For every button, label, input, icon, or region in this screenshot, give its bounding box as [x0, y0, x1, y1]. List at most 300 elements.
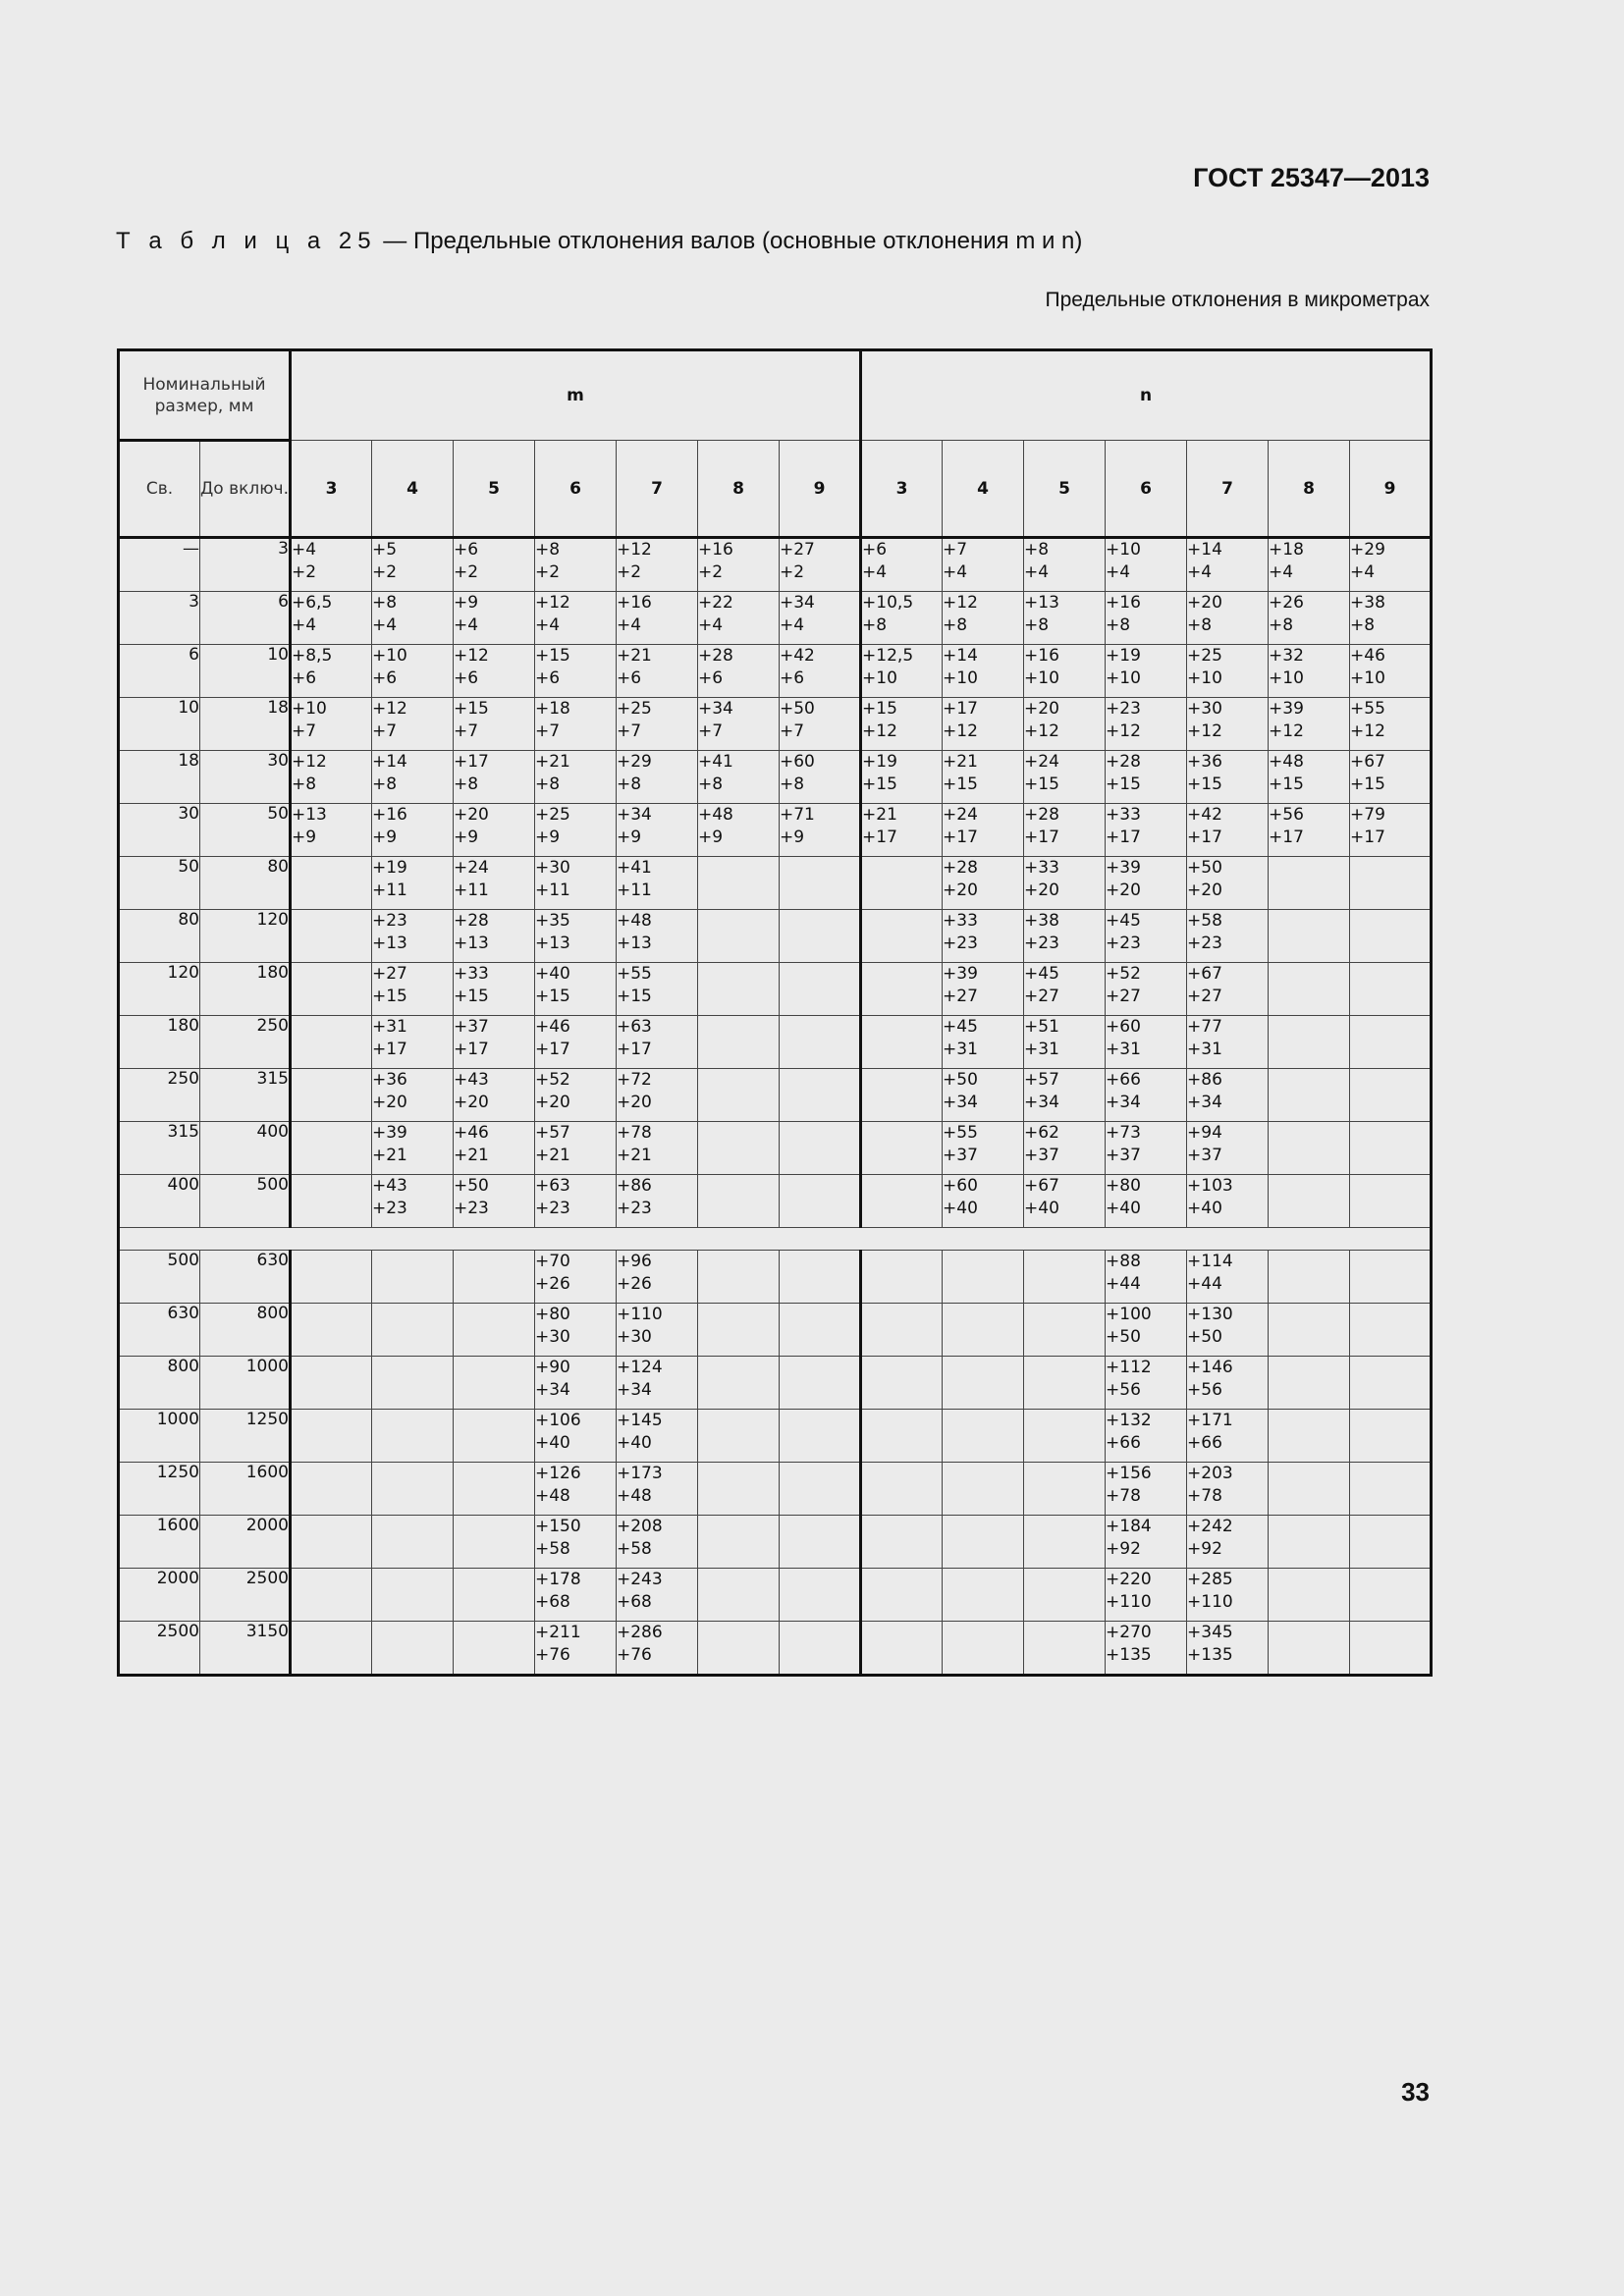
deviation-cell-n [1187, 1016, 1269, 1069]
upper-deviation: +112 [1106, 1358, 1152, 1377]
upper-deviation: +21 [943, 752, 978, 772]
deviation-cell-n [1350, 1069, 1432, 1122]
deviation-cell-n [1350, 1016, 1432, 1069]
deviation-cell-n [1269, 1463, 1350, 1516]
deviation-cell-m [372, 1175, 454, 1228]
deviation-cell-n [1106, 1304, 1187, 1357]
upper-deviation: +243 [617, 1570, 663, 1589]
deviation-cell-n [943, 645, 1024, 698]
lower-deviation: +30 [617, 1327, 652, 1347]
upper-deviation: +24 [1024, 752, 1059, 772]
deviation-cell-n [1187, 804, 1269, 857]
lower-deviation: +4 [698, 615, 724, 635]
upper-deviation: +36 [372, 1070, 407, 1090]
upper-deviation: +5 [372, 540, 398, 560]
lower-deviation: +20 [1106, 881, 1141, 900]
lower-deviation: +34 [617, 1380, 652, 1400]
deviation-cell-m [454, 698, 535, 751]
upper-deviation: +62 [1024, 1123, 1059, 1143]
deviation-cell-n [1024, 1622, 1106, 1676]
units-note: Предельные отклонения в микрометрах [1045, 289, 1430, 311]
upper-deviation: +12 [292, 752, 327, 772]
lower-deviation: +4 [862, 562, 888, 582]
upper-deviation: +270 [1106, 1623, 1152, 1642]
deviation-cell-n [861, 1357, 943, 1410]
deviation-cell-m [291, 1175, 372, 1228]
upper-deviation: +88 [1106, 1252, 1141, 1271]
upper-deviation: +90 [535, 1358, 570, 1377]
upper-deviation: +14 [1187, 540, 1222, 560]
table-row [119, 538, 1432, 592]
deviation-cell-n [1024, 538, 1106, 592]
deviation-cell-m [454, 751, 535, 804]
upper-deviation: +33 [1024, 858, 1059, 878]
upper-deviation: +33 [454, 964, 489, 984]
size-from: 120 [119, 963, 200, 1016]
deviation-cell-n [1106, 538, 1187, 592]
deviation-cell-n [861, 1410, 943, 1463]
from-header: Св. [119, 441, 200, 538]
lower-deviation: +8 [1106, 615, 1131, 635]
deviation-cell-m [291, 751, 372, 804]
deviation-cell-m [372, 1410, 454, 1463]
lower-deviation: +66 [1187, 1433, 1222, 1453]
upper-deviation: +178 [535, 1570, 581, 1589]
upper-deviation: +20 [1024, 699, 1059, 719]
lower-deviation: +68 [617, 1592, 652, 1612]
upper-deviation: +15 [454, 699, 489, 719]
deviation-cell-n [943, 857, 1024, 910]
deviation-cell-m [698, 1516, 780, 1569]
deviation-cell-n [1269, 592, 1350, 645]
lower-deviation: +2 [454, 562, 479, 582]
lower-deviation: +17 [1269, 828, 1304, 847]
deviation-cell-n [1106, 1069, 1187, 1122]
upper-deviation: +51 [1024, 1017, 1059, 1037]
upper-deviation: +28 [1024, 805, 1059, 825]
lower-deviation: +2 [780, 562, 805, 582]
upper-deviation: +37 [454, 1017, 489, 1037]
lower-deviation: +23 [535, 1199, 570, 1218]
lower-deviation: +15 [862, 774, 897, 794]
upper-deviation: +242 [1187, 1517, 1233, 1536]
deviation-cell-m [698, 857, 780, 910]
lower-deviation: +15 [454, 987, 489, 1006]
deviation-table [117, 348, 1433, 1677]
lower-deviation: +27 [1106, 987, 1141, 1006]
upper-deviation: +17 [943, 699, 978, 719]
upper-deviation: +103 [1187, 1176, 1233, 1196]
deviation-cell-m [291, 592, 372, 645]
lower-deviation: +20 [535, 1093, 570, 1112]
deviation-cell-n [861, 963, 943, 1016]
to-header: До включ. [200, 441, 291, 538]
lower-deviation: +40 [1024, 1199, 1059, 1218]
upper-deviation: +34 [698, 699, 733, 719]
deviation-cell-n [1187, 1122, 1269, 1175]
upper-deviation: +94 [1187, 1123, 1222, 1143]
upper-deviation: +21 [862, 805, 897, 825]
lower-deviation: +40 [1106, 1199, 1141, 1218]
upper-deviation: +25 [535, 805, 570, 825]
deviation-cell-n [1187, 751, 1269, 804]
deviation-cell-m [617, 1069, 698, 1122]
deviation-cell-n [1024, 698, 1106, 751]
lower-deviation: +20 [617, 1093, 652, 1112]
size-from: 10 [119, 698, 200, 751]
lower-deviation: +17 [1187, 828, 1222, 847]
upper-deviation: +63 [535, 1176, 570, 1196]
lower-deviation: +40 [1187, 1199, 1222, 1218]
deviation-cell-n [1350, 1410, 1432, 1463]
grade-n-6: 6 [1106, 441, 1187, 538]
deviation-cell-n [861, 698, 943, 751]
table-label: Т а б л и ц а 25 [116, 228, 377, 254]
lower-deviation: +78 [1106, 1486, 1141, 1506]
lower-deviation: +56 [1187, 1380, 1222, 1400]
lower-deviation: +7 [292, 721, 317, 741]
upper-deviation: +12 [454, 646, 489, 666]
upper-deviation: +24 [454, 858, 489, 878]
upper-deviation: +12 [943, 593, 978, 613]
upper-deviation: +16 [372, 805, 407, 825]
deviation-cell-m [291, 1357, 372, 1410]
deviation-cell-n [1350, 1357, 1432, 1410]
lower-deviation: +11 [454, 881, 489, 900]
deviation-cell-n [943, 592, 1024, 645]
table-caption [116, 228, 1082, 255]
deviation-cell-n [1106, 963, 1187, 1016]
deviation-cell-n [1106, 1463, 1187, 1516]
deviation-cell-n [1269, 1122, 1350, 1175]
deviation-cell-n [861, 751, 943, 804]
lower-deviation: +30 [535, 1327, 570, 1347]
deviation-cell-n [861, 857, 943, 910]
upper-deviation: +57 [535, 1123, 570, 1143]
deviation-cell-m [535, 1175, 617, 1228]
deviation-cell-n [1269, 1622, 1350, 1676]
upper-deviation: +86 [1187, 1070, 1222, 1090]
upper-deviation: +50 [943, 1070, 978, 1090]
lower-deviation: +12 [943, 721, 978, 741]
deviation-cell-m [535, 1251, 617, 1304]
deviation-cell-m [535, 1069, 617, 1122]
deviation-cell-n [943, 751, 1024, 804]
lower-deviation: +17 [617, 1040, 652, 1059]
lower-deviation: +23 [372, 1199, 407, 1218]
upper-deviation: +46 [454, 1123, 489, 1143]
deviation-cell-m [454, 1251, 535, 1304]
deviation-cell-m [291, 1122, 372, 1175]
lower-deviation: +6 [617, 668, 642, 688]
deviation-cell-m [617, 1251, 698, 1304]
size-from: 630 [119, 1304, 200, 1357]
lower-deviation: +4 [943, 562, 968, 582]
upper-deviation: +19 [1106, 646, 1141, 666]
deviation-cell-m [780, 1251, 861, 1304]
size-from: 3 [119, 592, 200, 645]
lower-deviation: +110 [1187, 1592, 1233, 1612]
upper-deviation: +14 [943, 646, 978, 666]
deviation-cell-m [617, 1463, 698, 1516]
upper-deviation: +10 [292, 699, 327, 719]
deviation-cell-m [535, 1357, 617, 1410]
upper-deviation: +66 [1106, 1070, 1141, 1090]
deviation-cell-m [698, 1622, 780, 1676]
upper-deviation: +52 [535, 1070, 570, 1090]
deviation-cell-m [372, 1069, 454, 1122]
deviation-cell-n [1269, 698, 1350, 751]
deviation-cell-m [454, 538, 535, 592]
deviation-cell-n [943, 1016, 1024, 1069]
upper-deviation: +8 [535, 540, 561, 560]
upper-deviation: +126 [535, 1464, 581, 1483]
table-row [119, 1122, 1432, 1175]
deviation-cell-m [372, 1622, 454, 1676]
lower-deviation: +13 [372, 934, 407, 953]
deviation-cell-m [617, 1410, 698, 1463]
deviation-cell-n [1269, 645, 1350, 698]
lower-deviation: +4 [454, 615, 479, 635]
upper-deviation: +10 [372, 646, 407, 666]
upper-deviation: +7 [943, 540, 968, 560]
size-to: 1600 [200, 1463, 291, 1516]
lower-deviation: +17 [454, 1040, 489, 1059]
size-from: 400 [119, 1175, 200, 1228]
deviation-cell-m [617, 1516, 698, 1569]
upper-deviation: +46 [1350, 646, 1385, 666]
size-to: 2000 [200, 1516, 291, 1569]
deviation-cell-n [1024, 1410, 1106, 1463]
deviation-cell-m [291, 963, 372, 1016]
lower-deviation: +31 [1187, 1040, 1222, 1059]
lower-deviation: +9 [698, 828, 724, 847]
lower-deviation: +20 [372, 1093, 407, 1112]
table-row [119, 1516, 1432, 1569]
deviation-cell-m [454, 1069, 535, 1122]
lower-deviation: +7 [617, 721, 642, 741]
upper-deviation: +19 [372, 858, 407, 878]
page-number: 33 [1401, 2077, 1430, 2107]
upper-deviation: +22 [698, 593, 733, 613]
deviation-cell-m [617, 804, 698, 857]
upper-deviation: +12,5 [862, 646, 914, 666]
deviation-cell-n [1024, 1357, 1106, 1410]
deviation-cell-m [698, 1569, 780, 1622]
size-to: 315 [200, 1069, 291, 1122]
deviation-cell-n [861, 1304, 943, 1357]
deviation-cell-m [698, 751, 780, 804]
upper-deviation: +220 [1106, 1570, 1152, 1589]
lower-deviation: +34 [943, 1093, 978, 1112]
table-row [119, 1410, 1432, 1463]
deviation-cell-m [535, 538, 617, 592]
upper-deviation: +156 [1106, 1464, 1152, 1483]
deviation-cell-n [1269, 963, 1350, 1016]
lower-deviation: +40 [535, 1433, 570, 1453]
table-row [119, 1016, 1432, 1069]
size-to: 500 [200, 1175, 291, 1228]
deviation-cell-n [861, 1463, 943, 1516]
upper-deviation: +23 [1106, 699, 1141, 719]
lower-deviation: +20 [454, 1093, 489, 1112]
lower-deviation: +8 [1187, 615, 1213, 635]
deviation-cell-n [1106, 698, 1187, 751]
deviation-cell-n [1106, 910, 1187, 963]
upper-deviation: +60 [943, 1176, 978, 1196]
deviation-cell-n [1350, 910, 1432, 963]
deviation-cell-m [617, 592, 698, 645]
lower-deviation: +4 [1187, 562, 1213, 582]
deviation-cell-m [291, 1569, 372, 1622]
size-from: 315 [119, 1122, 200, 1175]
deviation-cell-n [1350, 1516, 1432, 1569]
deviation-cell-n [1350, 698, 1432, 751]
deviation-cell-m [535, 1304, 617, 1357]
deviation-cell-m [454, 857, 535, 910]
deviation-cell-n [943, 910, 1024, 963]
deviation-cell-m [291, 645, 372, 698]
lower-deviation: +20 [1024, 881, 1059, 900]
upper-deviation: +80 [535, 1305, 570, 1324]
lower-deviation: +8 [780, 774, 805, 794]
deviation-cell-n [861, 1251, 943, 1304]
lower-deviation: +8 [454, 774, 479, 794]
lower-deviation: +17 [372, 1040, 407, 1059]
lower-deviation: +4 [617, 615, 642, 635]
lower-deviation: +8 [862, 615, 888, 635]
lower-deviation: +21 [617, 1146, 652, 1165]
upper-deviation: +36 [1187, 752, 1222, 772]
upper-deviation: +38 [1350, 593, 1385, 613]
standard-code: ГОСТ 25347—2013 [1193, 163, 1430, 192]
upper-deviation: +15 [862, 699, 897, 719]
grade-m-7: 7 [617, 441, 698, 538]
upper-deviation: +50 [454, 1176, 489, 1196]
upper-deviation: +42 [780, 646, 815, 666]
upper-deviation: +10 [1106, 540, 1141, 560]
deviation-cell-n [1106, 1175, 1187, 1228]
upper-deviation: +41 [617, 858, 652, 878]
deviation-cell-n [1187, 1410, 1269, 1463]
size-to: 1250 [200, 1410, 291, 1463]
grade-n-5: 5 [1024, 441, 1106, 538]
deviation-cell-n [943, 1516, 1024, 1569]
upper-deviation: +67 [1350, 752, 1385, 772]
table-row [119, 1069, 1432, 1122]
upper-deviation: +35 [535, 911, 570, 931]
lower-deviation: +17 [1350, 828, 1385, 847]
table-row [119, 910, 1432, 963]
deviation-cell-m [780, 804, 861, 857]
lower-deviation: +17 [943, 828, 978, 847]
deviation-cell-m [454, 804, 535, 857]
deviation-cell-m [454, 645, 535, 698]
deviation-cell-m [372, 1357, 454, 1410]
table-row [119, 1463, 1432, 1516]
size-to: 3150 [200, 1622, 291, 1676]
upper-deviation: +96 [617, 1252, 652, 1271]
size-from: — [119, 538, 200, 592]
deviation-cell-n [1024, 592, 1106, 645]
deviation-cell-m [372, 538, 454, 592]
deviation-cell-n [943, 1410, 1024, 1463]
deviation-cell-n [1024, 1516, 1106, 1569]
size-from: 2000 [119, 1569, 200, 1622]
deviation-cell-n [1350, 804, 1432, 857]
upper-deviation: +33 [943, 911, 978, 931]
upper-deviation: +31 [372, 1017, 407, 1037]
lower-deviation: +50 [1187, 1327, 1222, 1347]
deviation-cell-n [1269, 1069, 1350, 1122]
deviation-cell-m [291, 1516, 372, 1569]
upper-deviation: +18 [1269, 540, 1304, 560]
deviation-cell-m [372, 1463, 454, 1516]
deviation-cell-n [1187, 1251, 1269, 1304]
deviation-cell-n [1269, 910, 1350, 963]
lower-deviation: +10 [943, 668, 978, 688]
lower-deviation: +26 [617, 1274, 652, 1294]
lower-deviation: +9 [780, 828, 805, 847]
deviation-cell-m [454, 1410, 535, 1463]
deviation-cell-m [535, 592, 617, 645]
group-m-header: m [291, 350, 861, 441]
deviation-cell-n [1187, 645, 1269, 698]
lower-deviation: +8 [535, 774, 561, 794]
deviation-cell-n [1024, 963, 1106, 1016]
size-to: 630 [200, 1251, 291, 1304]
lower-deviation: +2 [617, 562, 642, 582]
lower-deviation: +37 [1187, 1146, 1222, 1165]
deviation-cell-m [454, 1516, 535, 1569]
table-row [119, 963, 1432, 1016]
lower-deviation: +8 [372, 774, 398, 794]
upper-deviation: +45 [1106, 911, 1141, 931]
deviation-cell-m [617, 963, 698, 1016]
upper-deviation: +25 [617, 699, 652, 719]
lower-deviation: +9 [617, 828, 642, 847]
deviation-cell-n [861, 1622, 943, 1676]
deviation-cell-n [1350, 538, 1432, 592]
deviation-cell-n [1106, 1622, 1187, 1676]
deviation-cell-m [372, 592, 454, 645]
lower-deviation: +21 [535, 1146, 570, 1165]
lower-deviation: +4 [1350, 562, 1376, 582]
deviation-cell-m [372, 698, 454, 751]
lower-deviation: +48 [617, 1486, 652, 1506]
deviation-cell-n [1024, 910, 1106, 963]
upper-deviation: +184 [1106, 1517, 1152, 1536]
upper-deviation: +124 [617, 1358, 663, 1377]
size-from: 1000 [119, 1410, 200, 1463]
lower-deviation: +15 [943, 774, 978, 794]
deviation-cell-m [291, 804, 372, 857]
upper-deviation: +67 [1024, 1176, 1059, 1196]
size-to: 10 [200, 645, 291, 698]
lower-deviation: +23 [617, 1199, 652, 1218]
upper-deviation: +12 [372, 699, 407, 719]
lower-deviation: +12 [1024, 721, 1059, 741]
size-to: 18 [200, 698, 291, 751]
deviation-cell-m [454, 1622, 535, 1676]
deviation-cell-m [617, 645, 698, 698]
lower-deviation: +9 [535, 828, 561, 847]
lower-deviation: +4 [1106, 562, 1131, 582]
deviation-cell-n [1106, 1016, 1187, 1069]
deviation-cell-m [454, 1357, 535, 1410]
lower-deviation: +11 [535, 881, 570, 900]
upper-deviation: +20 [454, 805, 489, 825]
